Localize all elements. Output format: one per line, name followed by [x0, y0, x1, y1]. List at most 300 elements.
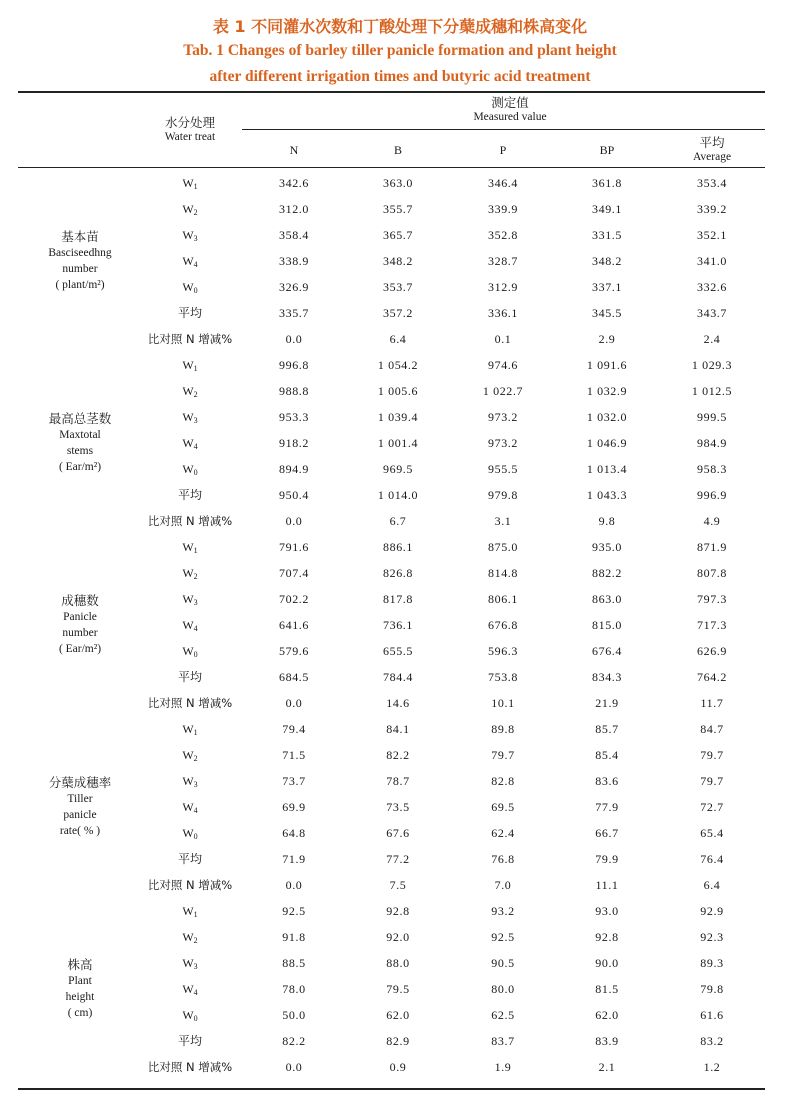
table-cell: 4.9 — [703, 514, 721, 528]
row-label-w — [170, 409, 210, 425]
table-cell: 882.2 — [592, 566, 622, 580]
table-cell: 21.9 — [595, 696, 619, 710]
table-cell: 676.8 — [488, 618, 518, 632]
table-cell: 363.0 — [383, 176, 413, 190]
table-cell: 76.4 — [700, 852, 724, 866]
row-label-w — [170, 617, 210, 633]
row-label-w — [170, 903, 210, 919]
row-label-w-base: W — [182, 436, 194, 450]
row-label-w-sub: 3 — [193, 234, 198, 243]
table-cell: 88.0 — [386, 956, 410, 970]
table-cell: 1 032.9 — [586, 384, 628, 398]
table-cell: 69.5 — [491, 800, 515, 814]
table-cell: 0.0 — [285, 514, 303, 528]
table-cell: 3.1 — [494, 514, 512, 528]
table-cell: 349.1 — [592, 202, 622, 216]
row-label-w-base: W — [182, 176, 194, 190]
table-cell: 77.9 — [595, 800, 619, 814]
row-label-average: 平均 — [177, 488, 202, 502]
table-cell: 0.0 — [285, 1060, 303, 1074]
row-label-w-base: W — [182, 462, 194, 476]
measured-value-header-zh: 测定值 — [491, 95, 529, 110]
table-cell: 988.8 — [279, 384, 309, 398]
row-label-w-base: W — [182, 982, 194, 996]
table-cell: 336.1 — [488, 306, 518, 320]
row-label-w — [170, 929, 210, 945]
group-label — [30, 774, 130, 839]
group-label-zh: 最高总茎数 — [48, 411, 112, 426]
group-label-en: Plant — [68, 975, 92, 987]
table-cell: 626.9 — [697, 644, 727, 658]
table-cell: 79.7 — [700, 774, 724, 788]
table-cell: 79.7 — [491, 748, 515, 762]
group-label-en: ( cm) — [67, 1007, 93, 1019]
table-cell: 339.9 — [488, 202, 518, 216]
table-cell: 332.6 — [697, 280, 727, 294]
table-cell: 702.2 — [279, 592, 309, 606]
table-cell: 79.7 — [700, 748, 724, 762]
group-label-en: ( Ear/m²) — [58, 643, 102, 655]
table-caption-en-line2: after different irrigation times and butyric acid treatment — [209, 68, 591, 85]
table-cell: 834.3 — [592, 670, 622, 684]
table-cell: 85.4 — [595, 748, 619, 762]
column-header-average: 平均 Average — [692, 135, 732, 163]
table-cell: 92.0 — [386, 930, 410, 944]
table-cell: 73.5 — [386, 800, 410, 814]
water-treat-header-zh: 水分处理 — [164, 115, 215, 130]
row-label-w — [170, 565, 210, 581]
table-cell: 84.7 — [700, 722, 724, 736]
measured-value-header-en: Measured value — [473, 111, 547, 123]
table-cell: 1.9 — [494, 1060, 512, 1074]
row-label-w-sub: 0 — [193, 286, 198, 295]
group-label-en: Maxtotal — [59, 429, 101, 441]
group-label-en: Basciseedhng — [48, 247, 112, 259]
table-cell: 1 046.9 — [586, 436, 628, 450]
row-label-w-base: W — [182, 618, 194, 632]
table-cell: 352.8 — [488, 228, 518, 242]
table-cell: 6.4 — [703, 878, 721, 892]
row-label-w-sub: 2 — [193, 208, 198, 217]
group-label-en: ( Ear/m²) — [58, 461, 102, 473]
table-cell: 2.9 — [598, 332, 616, 346]
row-label-w-sub: 3 — [193, 598, 198, 607]
column-header-n: N — [289, 143, 299, 157]
table-cell: 0.9 — [389, 1060, 407, 1074]
table-cell: 969.5 — [383, 462, 413, 476]
table-cell: 62.0 — [386, 1008, 410, 1022]
table-cell: 753.8 — [488, 670, 518, 684]
table-cell: 352.1 — [697, 228, 727, 242]
table-cell: 7.5 — [389, 878, 407, 892]
table-cell: 83.6 — [595, 774, 619, 788]
row-label-w-base: W — [182, 540, 194, 554]
table-cell: 736.1 — [383, 618, 413, 632]
table-cell: 62.0 — [595, 1008, 619, 1022]
row-label-w — [170, 747, 210, 763]
column-header-bp: BP — [599, 143, 615, 157]
table-cell: 79.9 — [595, 852, 619, 866]
table-cell: 92.8 — [386, 904, 410, 918]
table-cell: 358.4 — [279, 228, 309, 242]
table-cell: 1 032.0 — [586, 410, 628, 424]
row-label-w-sub: 4 — [193, 260, 198, 269]
table-cell: 764.2 — [697, 670, 727, 684]
header-bottom-rule — [18, 167, 765, 168]
row-label-w-base: W — [182, 1008, 194, 1022]
row-label-w-sub: 4 — [193, 624, 198, 633]
row-label-w — [170, 227, 210, 243]
table-cell: 1 005.6 — [377, 384, 419, 398]
table-cell: 93.2 — [491, 904, 515, 918]
row-label-w-sub: 0 — [193, 650, 198, 659]
row-label-w-sub: 3 — [193, 780, 198, 789]
table-cell: 1 054.2 — [377, 358, 419, 372]
measured-value-header — [440, 95, 580, 125]
table-cell: 1 029.3 — [691, 358, 733, 372]
table-cell: 78.7 — [386, 774, 410, 788]
table-cell: 353.7 — [383, 280, 413, 294]
row-label-w-sub: 1 — [193, 728, 198, 737]
table-cell: 83.9 — [595, 1034, 619, 1048]
row-label-compare: 比对照 N 增减% — [147, 514, 233, 528]
table-cell: 365.7 — [383, 228, 413, 242]
table-cell: 93.0 — [595, 904, 619, 918]
table-cell: 92.9 — [700, 904, 724, 918]
row-label-w-sub: 2 — [193, 390, 198, 399]
row-label-w-sub: 0 — [193, 1014, 198, 1023]
group-label-zh: 分蘖成穗率 — [48, 775, 112, 790]
row-label-w-base: W — [182, 956, 194, 970]
table-bottom-rule — [18, 1088, 765, 1090]
table-cell: 814.8 — [488, 566, 518, 580]
table-cell: 641.6 — [279, 618, 309, 632]
table-cell: 958.3 — [697, 462, 727, 476]
table-cell: 2.4 — [703, 332, 721, 346]
row-label-w-sub: 3 — [193, 416, 198, 425]
row-label-w-base: W — [182, 800, 194, 814]
table-cell: 89.3 — [700, 956, 724, 970]
table-cell: 85.7 — [595, 722, 619, 736]
table-cell: 312.9 — [488, 280, 518, 294]
table-cell: 91.8 — [282, 930, 306, 944]
table-cell: 676.4 — [592, 644, 622, 658]
group-label — [30, 410, 130, 475]
row-label-compare: 比对照 N 增减% — [147, 332, 233, 346]
table-cell: 1 043.3 — [586, 488, 628, 502]
table-cell: 82.9 — [386, 1034, 410, 1048]
table-cell: 10.1 — [491, 696, 515, 710]
row-label-w-base: W — [182, 826, 194, 840]
table-cell: 807.8 — [697, 566, 727, 580]
table-cell: 1.2 — [703, 1060, 721, 1074]
row-label-w-base: W — [182, 592, 194, 606]
group-label-zh: 成穗数 — [61, 593, 99, 608]
table-cell: 338.9 — [279, 254, 309, 268]
table-cell: 9.8 — [598, 514, 616, 528]
table-cell: 71.9 — [282, 852, 306, 866]
table-cell: 90.0 — [595, 956, 619, 970]
row-label-w-sub: 1 — [193, 182, 198, 191]
row-label-w-base: W — [182, 358, 194, 372]
table-cell: 1 014.0 — [377, 488, 419, 502]
column-header-b: B — [393, 143, 402, 157]
table-cell: 67.6 — [386, 826, 410, 840]
table-cell: 791.6 — [279, 540, 309, 554]
row-label-w — [170, 383, 210, 399]
table-cell: 341.0 — [697, 254, 727, 268]
table-cell: 6.7 — [389, 514, 407, 528]
row-label-w-base: W — [182, 410, 194, 424]
row-label-w-sub: 1 — [193, 546, 198, 555]
row-label-average: 平均 — [177, 670, 202, 684]
row-label-w — [170, 201, 210, 217]
row-label-w-base: W — [182, 202, 194, 216]
group-label — [30, 228, 130, 293]
table-cell: 817.8 — [383, 592, 413, 606]
table-cell: 77.2 — [386, 852, 410, 866]
row-label-w — [170, 253, 210, 269]
table-cell: 707.4 — [279, 566, 309, 580]
water-treat-header — [150, 115, 230, 145]
table-cell: 64.8 — [282, 826, 306, 840]
row-label-compare: 比对照 N 增减% — [147, 878, 233, 892]
table-cell: 65.4 — [700, 826, 724, 840]
table-cell: 999.5 — [697, 410, 727, 424]
table-cell: 784.4 — [383, 670, 413, 684]
table-cell: 92.5 — [491, 930, 515, 944]
group-label — [30, 592, 130, 657]
group-label-en: ( plant/m²) — [55, 279, 105, 291]
table-cell: 815.0 — [592, 618, 622, 632]
table-caption-zh: 表 1 不同灌水次数和丁酸处理下分蘖成穗和株高变化 — [212, 17, 588, 36]
table-cell: 348.2 — [592, 254, 622, 268]
group-label-en: Tiller — [67, 793, 93, 805]
row-label-average: 平均 — [177, 306, 202, 320]
table-cell: 863.0 — [592, 592, 622, 606]
table-cell: 335.7 — [279, 306, 309, 320]
table-cell: 89.8 — [491, 722, 515, 736]
row-label-w — [170, 539, 210, 555]
row-label-w — [170, 1007, 210, 1023]
group-label-en: number — [62, 263, 98, 275]
table-cell: 90.5 — [491, 956, 515, 970]
table-cell: 684.5 — [279, 670, 309, 684]
group-label-en: rate( % ) — [59, 825, 101, 837]
table-cell: 62.4 — [491, 826, 515, 840]
row-label-w-base: W — [182, 254, 194, 268]
table-cell: 717.3 — [697, 618, 727, 632]
row-label-w-base: W — [182, 228, 194, 242]
row-label-w — [170, 175, 210, 191]
table-cell: 361.8 — [592, 176, 622, 190]
table-cell: 0.0 — [285, 696, 303, 710]
table-cell: 11.7 — [700, 696, 724, 710]
group-label-zh: 株高 — [67, 957, 93, 972]
table-cell: 346.4 — [488, 176, 518, 190]
row-label-w-base: W — [182, 722, 194, 736]
table-cell: 339.2 — [697, 202, 727, 216]
table-cell: 996.9 — [697, 488, 727, 502]
table-cell: 0.0 — [285, 878, 303, 892]
table-cell: 76.8 — [491, 852, 515, 866]
table-cell: 92.3 — [700, 930, 724, 944]
table-cell: 996.8 — [279, 358, 309, 372]
table-cell: 894.9 — [279, 462, 309, 476]
row-label-w — [170, 279, 210, 295]
table-cell: 79.4 — [282, 722, 306, 736]
row-label-w — [170, 799, 210, 815]
table-cell: 345.5 — [592, 306, 622, 320]
table-cell: 871.9 — [697, 540, 727, 554]
table-cell: 69.9 — [282, 800, 306, 814]
row-label-w-sub: 0 — [193, 832, 198, 841]
row-label-w-base: W — [182, 774, 194, 788]
table-cell: 0.1 — [494, 332, 512, 346]
row-label-w-base: W — [182, 280, 194, 294]
table-cell: 973.2 — [488, 410, 518, 424]
table-cell: 92.8 — [595, 930, 619, 944]
table-cell: 80.0 — [491, 982, 515, 996]
table-cell: 71.5 — [282, 748, 306, 762]
table-cell: 826.8 — [383, 566, 413, 580]
table-cell: 2.1 — [598, 1060, 616, 1074]
header-sub-rule — [242, 129, 765, 130]
table-cell: 342.6 — [279, 176, 309, 190]
row-label-w — [170, 955, 210, 971]
table-cell: 979.8 — [488, 488, 518, 502]
table-cell: 348.2 — [383, 254, 413, 268]
table-cell: 82.2 — [386, 748, 410, 762]
table-cell: 82.2 — [282, 1034, 306, 1048]
row-label-compare: 比对照 N 增减% — [147, 696, 233, 710]
row-label-w-sub: 2 — [193, 754, 198, 763]
table-cell: 62.5 — [491, 1008, 515, 1022]
row-label-w-sub: 4 — [193, 442, 198, 451]
table-cell: 83.2 — [700, 1034, 724, 1048]
row-label-w-sub: 3 — [193, 962, 198, 971]
group-label-en: height — [65, 991, 95, 1003]
table-cell: 88.5 — [282, 956, 306, 970]
table-cell: 78.0 — [282, 982, 306, 996]
table-cell: 0.0 — [285, 332, 303, 346]
table-cell: 1 001.4 — [377, 436, 419, 450]
table-cell: 596.3 — [488, 644, 518, 658]
row-label-w — [170, 825, 210, 841]
row-label-average: 平均 — [177, 1034, 202, 1048]
row-label-w — [170, 435, 210, 451]
table-cell: 955.5 — [488, 462, 518, 476]
table-cell: 953.3 — [279, 410, 309, 424]
group-label-zh: 基本苗 — [61, 229, 99, 244]
row-label-w — [170, 461, 210, 477]
table-cell: 1 012.5 — [691, 384, 733, 398]
row-label-w — [170, 773, 210, 789]
table-cell: 1 039.4 — [377, 410, 419, 424]
table-cell: 81.5 — [595, 982, 619, 996]
table-caption-en-line1: Tab. 1 Changes of barley tiller panicle formation and plant height — [183, 42, 617, 59]
water-treat-header-en: Water treat — [164, 131, 216, 143]
table-cell: 353.4 — [697, 176, 727, 190]
table-cell: 579.6 — [279, 644, 309, 658]
row-label-w-sub: 0 — [193, 468, 198, 477]
table-cell: 66.7 — [595, 826, 619, 840]
table-cell: 655.5 — [383, 644, 413, 658]
table-cell: 1 091.6 — [586, 358, 628, 372]
row-label-w — [170, 591, 210, 607]
row-label-average: 平均 — [177, 852, 202, 866]
row-label-w-base: W — [182, 566, 194, 580]
row-label-w-base: W — [182, 930, 194, 944]
table-cell: 886.1 — [383, 540, 413, 554]
row-label-w-sub: 2 — [193, 572, 198, 581]
row-label-compare: 比对照 N 增减% — [147, 1060, 233, 1074]
row-label-w-sub: 2 — [193, 936, 198, 945]
table-cell: 337.1 — [592, 280, 622, 294]
row-label-w-base: W — [182, 384, 194, 398]
table-cell: 72.7 — [700, 800, 724, 814]
column-header-p: P — [499, 143, 507, 157]
table-cell: 328.7 — [488, 254, 518, 268]
table-cell: 82.8 — [491, 774, 515, 788]
table-cell: 1 022.7 — [482, 384, 524, 398]
table-cell: 355.7 — [383, 202, 413, 216]
table-cell: 935.0 — [592, 540, 622, 554]
group-label-en: Panicle — [63, 611, 97, 623]
table-cell: 984.9 — [697, 436, 727, 450]
row-label-w-base: W — [182, 644, 194, 658]
table-cell: 331.5 — [592, 228, 622, 242]
table-cell: 918.2 — [279, 436, 309, 450]
table-cell: 797.3 — [697, 592, 727, 606]
group-label — [30, 956, 130, 1021]
table-cell: 61.6 — [700, 1008, 724, 1022]
table-cell: 326.9 — [279, 280, 309, 294]
table-cell: 73.7 — [282, 774, 306, 788]
row-label-w-sub: 4 — [193, 988, 198, 997]
table-cell: 79.8 — [700, 982, 724, 996]
table-cell: 11.1 — [595, 878, 619, 892]
table-cell: 312.0 — [279, 202, 309, 216]
row-label-w-sub: 1 — [193, 364, 198, 373]
group-label-en: panicle — [63, 809, 97, 821]
row-label-w-base: W — [182, 748, 194, 762]
table-cell: 50.0 — [282, 1008, 306, 1022]
table-cell: 343.7 — [697, 306, 727, 320]
group-label-en: stems — [66, 445, 94, 457]
row-label-w-sub: 1 — [193, 910, 198, 919]
table-cell: 14.6 — [386, 696, 410, 710]
table-cell: 357.2 — [383, 306, 413, 320]
table-cell: 806.1 — [488, 592, 518, 606]
row-label-w-base: W — [182, 904, 194, 918]
table-cell: 7.0 — [494, 878, 512, 892]
table-cell: 6.4 — [389, 332, 407, 346]
table-cell: 79.5 — [386, 982, 410, 996]
row-label-w-sub: 4 — [193, 806, 198, 815]
table-cell: 973.2 — [488, 436, 518, 450]
row-label-w — [170, 357, 210, 373]
table-cell: 875.0 — [488, 540, 518, 554]
table-cell: 83.7 — [491, 1034, 515, 1048]
table-cell: 950.4 — [279, 488, 309, 502]
row-label-w — [170, 981, 210, 997]
table-cell: 974.6 — [488, 358, 518, 372]
table-cell: 92.5 — [282, 904, 306, 918]
row-label-w — [170, 721, 210, 737]
table-cell: 84.1 — [386, 722, 410, 736]
table-cell: 1 013.4 — [586, 462, 628, 476]
